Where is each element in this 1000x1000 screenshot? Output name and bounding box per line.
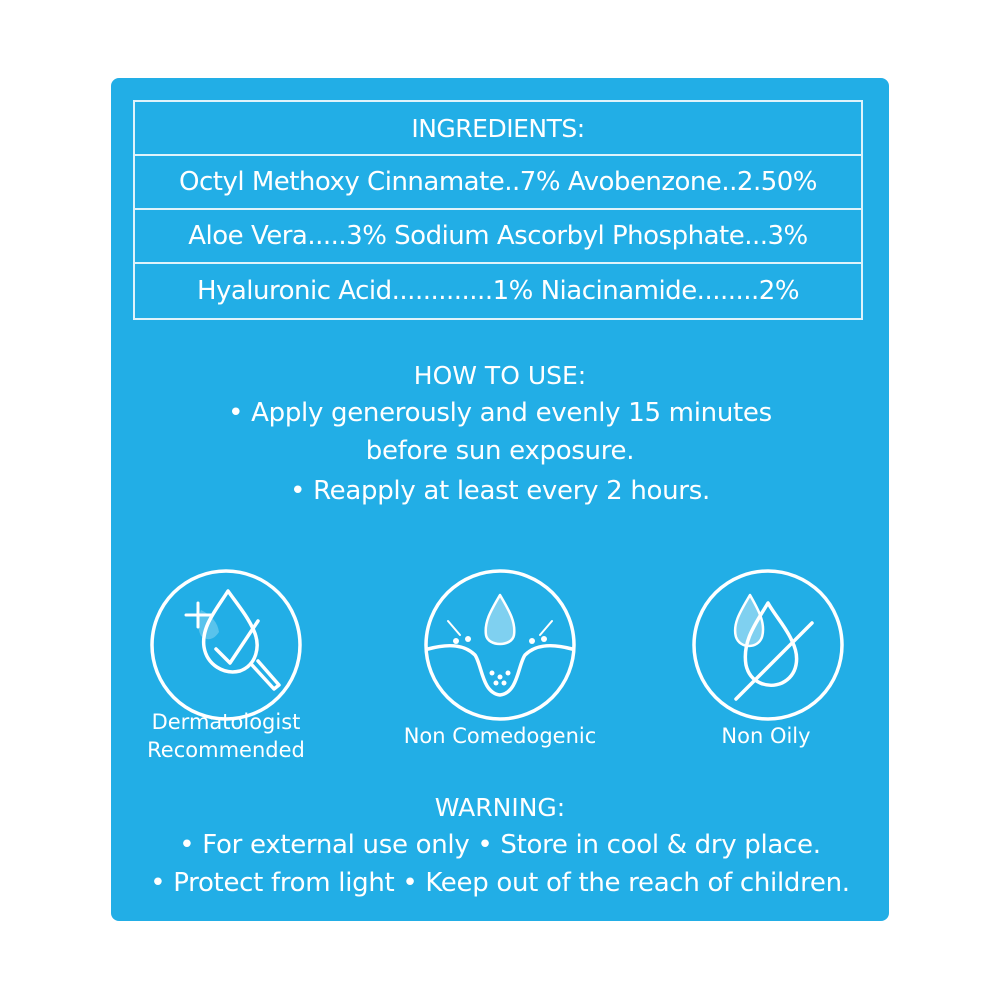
dermatologist-drop-check-icon bbox=[146, 565, 306, 725]
feature-caption-non-comedogenic: Non Comedogenic bbox=[403, 724, 597, 748]
warning-line: • Protect from light • Keep out of the reach of children. bbox=[150, 868, 850, 898]
ingredients-table bbox=[133, 100, 863, 320]
caption-line: Dermatologist bbox=[151, 710, 301, 734]
how-to-use-title: HOW TO USE: bbox=[413, 361, 587, 390]
skin-pore-drop-icon bbox=[420, 565, 580, 725]
how-to-use-line: • Apply generously and evenly 15 minutes bbox=[228, 398, 772, 428]
ingredient-row: Octyl Methoxy Cinnamate..7% Avobenzone..2.50% bbox=[135, 156, 861, 210]
how-to-use-line: • Reapply at least every 2 hours. bbox=[290, 476, 710, 506]
warning-title: WARNING: bbox=[434, 793, 566, 822]
how-to-use-line: before sun exposure. bbox=[365, 436, 635, 466]
ingredient-row: Hyaluronic Acid.............1% Niacinamide........2% bbox=[196, 276, 800, 306]
feature-caption-non-oily: Non Oily bbox=[721, 724, 811, 748]
product-label bbox=[111, 78, 889, 921]
ingredients-title: INGREDIENTS: bbox=[135, 102, 861, 156]
ingredient-row: Aloe Vera.....3% Sodium Ascorbyl Phosphate...3% bbox=[135, 210, 861, 264]
warning-line: • For external use only • Store in cool & dry place. bbox=[179, 830, 821, 860]
caption-line: Recommended bbox=[147, 738, 305, 762]
drop-crossed-icon bbox=[688, 565, 848, 725]
feature-caption-dermatologist bbox=[116, 708, 336, 764]
